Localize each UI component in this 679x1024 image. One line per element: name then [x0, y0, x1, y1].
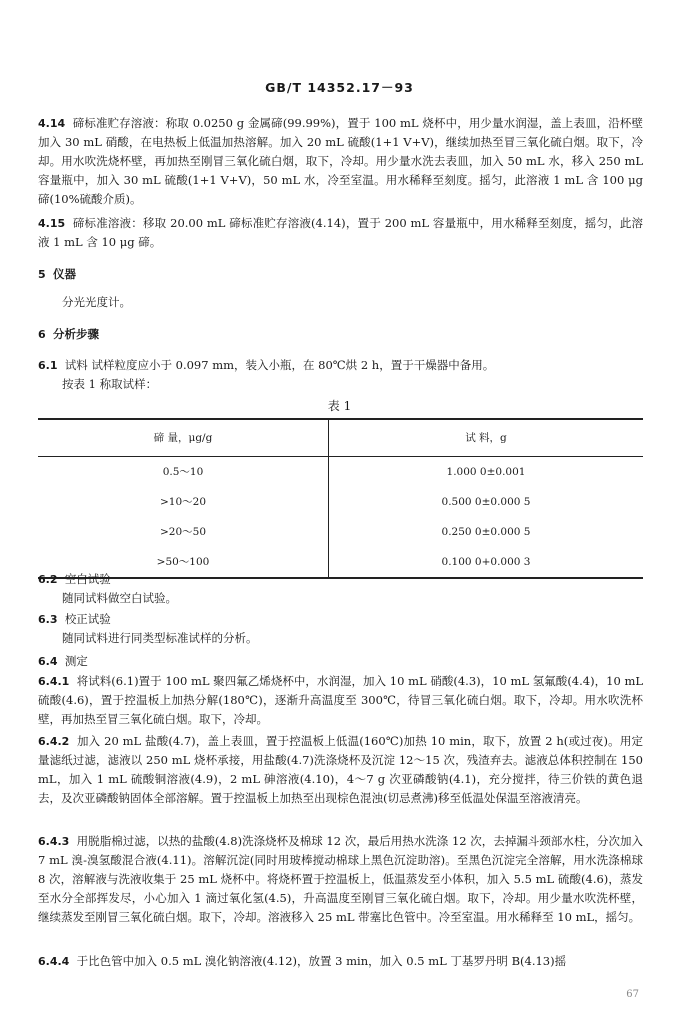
page-number: 67	[626, 989, 639, 1000]
section-4-14-paragraph	[38, 114, 643, 209]
section-number: 6.3	[38, 613, 58, 626]
section-text: 试料 试样粒度应小于 0.097 mm，装入小瓶，在 80℃烘 2 h，置于干燥器中备用。	[64, 358, 495, 372]
section-number: 5	[38, 268, 46, 281]
section-number: 6.4.1	[38, 675, 70, 688]
section-text: 碲标准贮存溶液：称取 0.0250 g 金属碲(99.99%)，置于 100 mL 烧杯中，用少量水润湿，盖上表皿，沿杯壁加入 30 mL 硝酸，在电热板上低温加热溶解。加入 20 mL 硫酸(1+1 V+V)，继续加热至冒三氧化硫白烟。取下，冷却。用水吹洗烧杯壁，再加热至刚冒三氧化硫白烟，取下，冷却。用少量水洗去表皿，加入 50 mL 水，移入 250 mL 容量瓶中，加入 30 mL 硫酸(1+1 V+V)，50 mL 水，冷至室温。用水稀释至刻度。摇匀，此溶液 1 mL 含 100 μg 碲(10%硫酸介质)。	[38, 116, 644, 206]
section-6-4-4	[38, 952, 643, 971]
cell-content: 0.5～10	[38, 457, 329, 488]
section-6-3	[38, 610, 643, 648]
section-6-4-1	[38, 672, 643, 729]
table-header-row	[38, 419, 643, 457]
section-6-3-body: 随同试料进行同类型标准试样的分析。	[62, 631, 258, 645]
cell-content: >20～50	[38, 517, 329, 547]
cell-content: >10～20	[38, 487, 329, 517]
table-1	[38, 418, 643, 579]
header-tellurium-content: 碲 量，μg/g	[38, 419, 329, 457]
cell-mass: 0.100 0+0.000 3	[329, 547, 644, 578]
section-number: 4.15	[38, 217, 66, 230]
cell-mass: 0.500 0±0.000 5	[329, 487, 644, 517]
section-6-3-heading	[38, 610, 643, 629]
section-5-body: 分光光度计。	[62, 295, 131, 309]
section-text: 加入 20 mL 盐酸(4.7)，盖上表皿，置于控温板上低温(160℃)加热 10 min，取下，放置 2 h(或过夜)。用定量滤纸过滤，滤液以 250 mL 烧杯承接，用盐酸(4.7)洗涤烧杯及沉淀 12～15 次，残渣弃去。滤液总体积控制在 150 mL，加入 1 mL 硫酸铜溶液(4.9)，2 mL 砷溶液(4.10)，4～7 g 次亚磷酸钠(4.1)，充分搅拌，待三价铁的黄色退去，及次亚磷酸钠固体全部溶解。置于控温板上加热至出现棕色混浊(切忌煮沸)移至低温处保温至溶液清亮。	[38, 734, 643, 805]
section-6-2-body: 随同试料做空白试验。	[62, 591, 177, 605]
section-title: 测定	[64, 654, 88, 668]
section-number: 6.4	[38, 655, 58, 668]
section-number: 6.2	[38, 573, 58, 586]
section-5-heading	[38, 265, 643, 284]
section-6-4-2	[38, 732, 643, 808]
section-title: 仪器	[52, 267, 76, 281]
standard-header: GB/T 14352.17－93	[265, 80, 414, 95]
table-row	[38, 457, 643, 488]
section-number: 4.14	[38, 117, 66, 130]
section-6-2	[38, 570, 643, 608]
section-text: 用脱脂棉过滤，以热的盐酸(4.8)洗涤烧杯及棉球 12 次，最后用热水洗涤 12 次，去掉漏斗颈部水柱，分次加入 7 mL 溴-溴氢酸混合液(4.11)。溶解沉淀(同时用玻棒搅动棉球上黑色沉淀助溶)。至黑色沉淀完全溶解，用水洗涤棉球 8 次，溶解液与洗液收集于 25 mL 烧杯中。将烧杯置于控温板上，低温蒸发至小体积，加入 5.5 mL 硫酸(4.6)，蒸发至水分全部挥发尽，小心加入 1 滴过氧化氢(4.5)，升高温度至刚冒三氧化硫白烟。取下，冷却。用少量水吹洗杯壁，继续蒸发至刚冒三氧化硫白烟。取下，冷却。溶液移入 25 mL 带塞比色管中。冷至室温。用水稀释至 10 mL，摇匀。	[38, 834, 643, 924]
table-row	[38, 517, 643, 547]
section-title: 空白试验	[64, 572, 111, 586]
section-number: 6	[38, 328, 46, 341]
section-6-1	[38, 356, 643, 394]
section-number: 6.4.3	[38, 835, 70, 848]
table-caption: 表 1	[327, 399, 352, 413]
section-text: 于比色管中加入 0.5 mL 溴化钠溶液(4.12)，放置 3 min，加入 0.5 mL 丁基罗丹明 B(4.13)摇	[76, 954, 567, 968]
section-6-1-paragraph	[38, 356, 643, 375]
section-text: 将试料(6.1)置于 100 mL 聚四氟乙烯烧杯中，水润湿，加入 10 mL 硝酸(4.3)，10 mL 氢氟酸(4.4)，10 mL 硫酸(4.6)，置于控温板上加热分解(180℃)，逐渐升高温度至 300℃，待冒三氧化硫白烟。取下，冷却。用水吹洗杯壁，再加热至冒三氧化硫白烟。取下，冷却。	[38, 674, 644, 726]
header-sample-mass: 试 料，g	[329, 419, 644, 457]
table-row	[38, 487, 643, 517]
section-number: 6.4.4	[38, 955, 70, 968]
section-6-heading	[38, 325, 643, 344]
section-6-4-heading	[38, 652, 643, 671]
section-title: 分析步骤	[52, 327, 99, 341]
section-6-4-3	[38, 832, 643, 927]
section-4-15	[38, 214, 643, 252]
section-4-15-paragraph	[38, 214, 643, 252]
cell-mass: 0.250 0±0.000 5	[329, 517, 644, 547]
section-6-1-note: 按表 1 称取试样：	[62, 377, 158, 391]
section-6-4-1-paragraph	[38, 672, 643, 729]
section-number: 6.4.2	[38, 735, 70, 748]
section-4-14	[38, 114, 643, 209]
section-6-4-2-paragraph	[38, 732, 643, 808]
section-6-2-heading	[38, 570, 643, 589]
section-6-4-3-paragraph	[38, 832, 643, 927]
section-number: 6.1	[38, 359, 58, 372]
section-text: 碲标准溶液：移取 20.00 mL 碲标准贮存溶液(4.14)，置于 200 mL 容量瓶中，用水稀释至刻度，摇匀，此溶液 1 mL 含 10 μg 碲。	[38, 216, 644, 249]
section-6-4-4-paragraph	[38, 952, 643, 971]
cell-mass: 1.000 0±0.001	[329, 457, 644, 488]
section-title: 校正试验	[64, 612, 111, 626]
cell-content: >50～100	[38, 547, 329, 578]
